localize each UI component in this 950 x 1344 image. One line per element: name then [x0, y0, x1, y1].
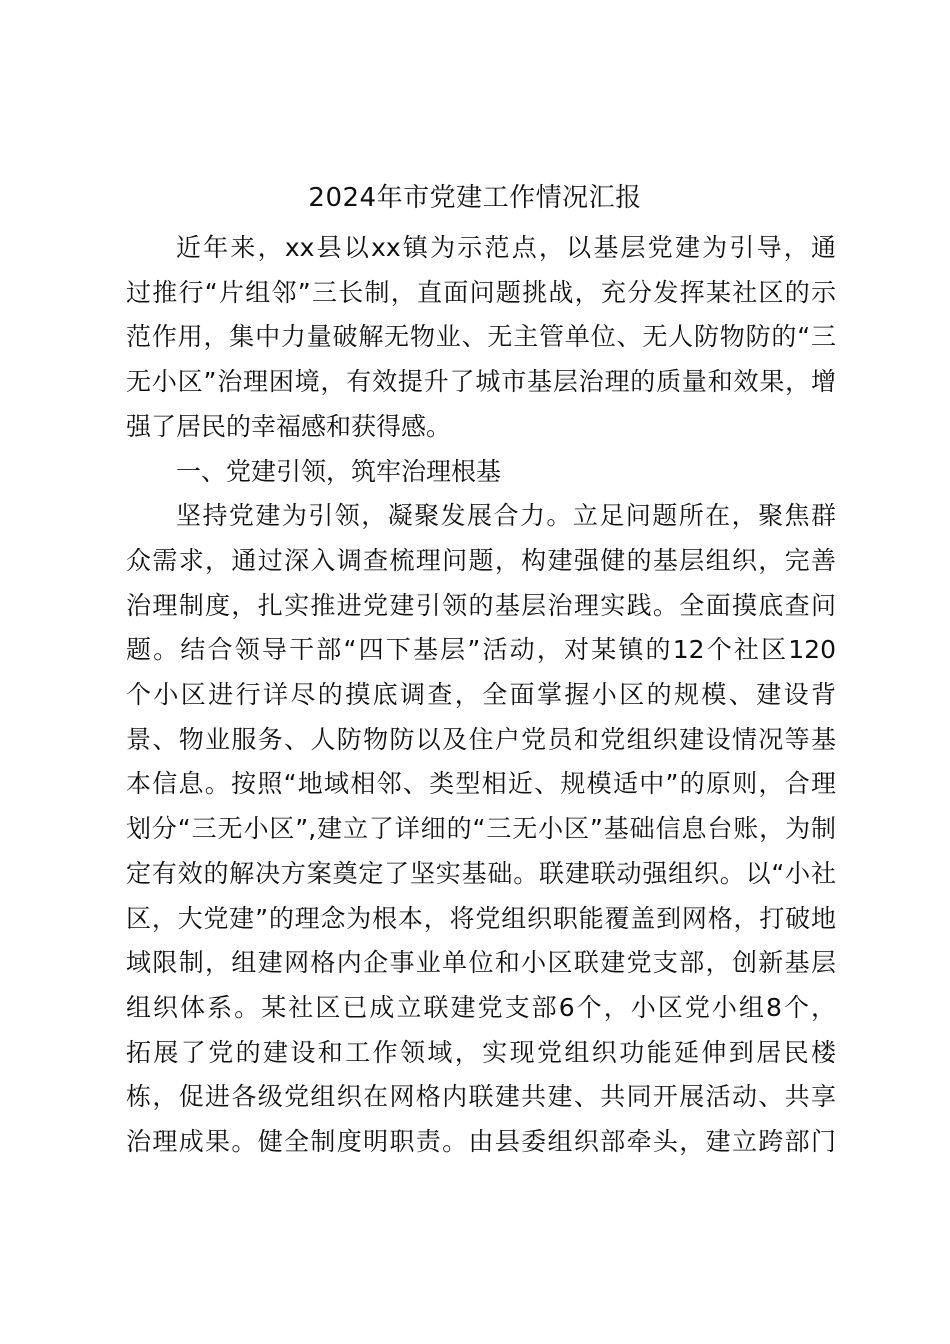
text-line: 众需求，通过深入调查梳理问题，构建强健的基层组织，完善 — [126, 545, 836, 575]
document-title: 2024年市党建工作情况汇报 — [308, 183, 642, 213]
text-line: 组织体系。某社区已成立联建党支部6个，小区党小组8个， — [126, 992, 836, 1022]
paragraph-intro — [126, 226, 836, 450]
text-line: 坚持党建为引领，凝聚发展合力。立足问题所在，聚焦群 — [176, 501, 836, 531]
text-line: 治理制度，扎实推进党建引领的基层治理实践。全面摸底查问 — [126, 590, 836, 620]
document-body — [126, 226, 836, 1165]
paragraph-section-1 — [126, 494, 836, 1165]
text-line: 定有效的解决方案奠定了坚实基础。联建联动强组织。以“小社 — [126, 858, 836, 888]
section-heading — [126, 450, 836, 495]
text-line: 题。结合领导干部“四下基层”活动，对某镇的12个社区120 — [126, 635, 836, 665]
text-line: 划分“三无小区”,建立了详细的“三无小区”基础信息台账，为制 — [126, 814, 836, 844]
text-line: 景、物业服务、人防物防以及住户党员和党组织建设情况等基 — [126, 724, 836, 754]
text-line: 治理成果。健全制度明职责。由县委组织部牵头，建立跨部门 — [126, 1127, 836, 1157]
text-line: 个小区进行详尽的摸底调查，全面掌握小区的规模、建设背 — [126, 680, 836, 710]
text-line: 域限制，组建网格内企事业单位和小区联建党支部，创新基层 — [126, 948, 836, 978]
section-heading-text: 一、党建引领，筑牢治理根基 — [176, 456, 502, 486]
text-line: 强了居民的幸福感和获得感。 — [126, 411, 452, 441]
text-line: 区，大党建”的理念为根本，将党组织职能覆盖到网格，打破地 — [126, 903, 836, 933]
text-line: 近年来，xx县以xx镇为示范点，以基层党建为引导，通 — [176, 233, 836, 262]
text-line: 栋，促进各级党组织在网格内联建共建、共同开展活动、共享 — [126, 1082, 836, 1112]
text-line: 无小区”治理困境，有效提升了城市基层治理的质量和效果，增 — [126, 367, 836, 397]
text-line: 拓展了党的建设和工作领域，实现党组织功能延伸到居民楼 — [126, 1037, 836, 1067]
text-line: 范作用，集中力量破解无物业、无主管单位、无人防物防的“三 — [126, 322, 836, 352]
text-line: 过推行“片组邻”三长制，直面问题挑战，充分发挥某社区的示 — [126, 277, 836, 307]
text-line: 本信息。按照“地域相邻、类型相近、规模适中”的原则，合理 — [126, 769, 836, 799]
